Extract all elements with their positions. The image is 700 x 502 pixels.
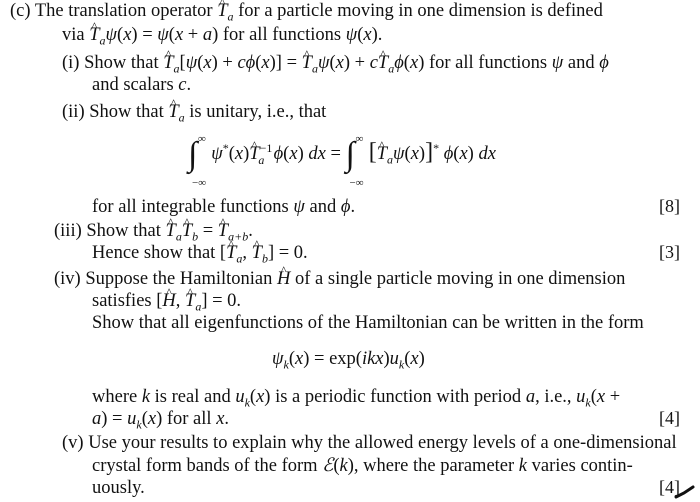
- item-v-line-3: uously.: [92, 478, 145, 498]
- item-v-line-2: crystal form bands of the form ℰ(k), where the parameter k varies contin-: [92, 456, 633, 476]
- item-iii-line-1: (iii) Show that ^ $T_a\^{}$ $T_b$ = ^ $T_{a+b}$.: [54, 220, 253, 242]
- item-iv-line-5: $a) = u_k(x)$ for all x.: [92, 409, 230, 432]
- mark-8: [8]: [659, 196, 680, 216]
- item-iv-line-4: where k is real and $u_k(x)$ is a periodic function with period a, i.e., $u_k(x$ +: [92, 387, 621, 410]
- part-c-line-1: (c) The translation operator ^ $T_a$ for a particle moving in one dimension is defined: [10, 0, 603, 22]
- item-i-line-1: (i) Show that ^ $T_a[\psi(x) + c\phi(x)]$ = ^ $T_a\psi(x)$ + c^ $T_a\phi(x)$ for all functions ψ and ϕ: [62, 52, 609, 74]
- item-ii-line-1: (ii) Show that ^ $T_a$ is unitary, i.e., that: [62, 101, 326, 123]
- mark-3: [3]: [659, 242, 680, 262]
- bloch-equation: $\psi_k(x) = \exp(ikx)u_k(x)$: [272, 349, 425, 372]
- unitary-equation: ∫ ∞ −∞ ψ*(x)^ $T^{-1}_a$ ϕ(x) dx = ∫ ∞ −∞ [^ $T_a\psi(x)]^*$ ϕ(x) dx: [188, 138, 496, 165]
- mark-4-iv: [4]: [659, 408, 680, 428]
- item-label-v: (v): [62, 433, 84, 453]
- item-ii-line-2: for all integrable functions ψ and ϕ.: [92, 197, 356, 217]
- item-label-ii: (ii): [62, 102, 85, 122]
- item-iv-line-3: Show that all eigenfunctions of the Hamiltonian can be written in the form: [92, 313, 644, 333]
- pen-mark-icon: [674, 484, 696, 500]
- item-iv-line-1: (iv) Suppose the Hamiltonian ^ H of a single particle moving in one dimension: [54, 268, 625, 290]
- part-c-line-2: via ^ $T_a\psi(x) = \psi(x + a)$ for all functions ψ(x).: [62, 24, 382, 46]
- item-i-line-2: and scalars c.: [92, 75, 192, 95]
- item-label-i: (i): [62, 53, 80, 73]
- item-iii-line-2: Hence show that [^ $T_a$, ^ $T_b] = 0$.: [92, 242, 308, 264]
- item-v-line-1: (v) Use your results to explain why the allowed energy levels of a one-dimensional: [62, 433, 677, 453]
- mark-4-v: [4]: [659, 477, 680, 497]
- item-label-iii: (iii): [54, 221, 82, 241]
- part-label: (c): [10, 1, 31, 21]
- item-label-iv: (iv): [54, 269, 81, 289]
- item-iv-line-2: satisfies [^ H, ^ $T_a] = 0$.: [92, 290, 241, 312]
